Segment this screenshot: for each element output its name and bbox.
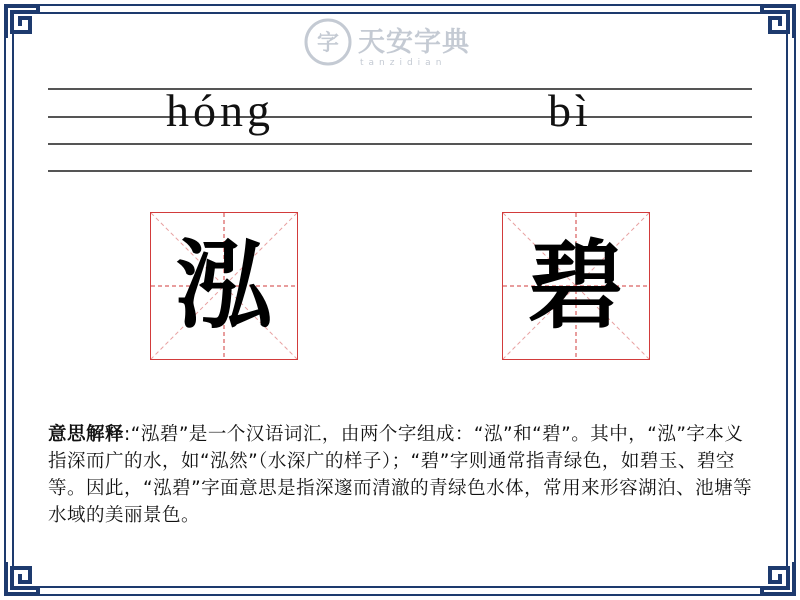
character-first: 泓 xyxy=(176,230,272,342)
character-second: 碧 xyxy=(528,230,624,342)
character-box-second xyxy=(502,212,650,360)
corner-ornament-bottom-left xyxy=(2,558,42,598)
meaning-explanation xyxy=(48,421,754,529)
brand-subtitle: tanzidian xyxy=(360,58,447,68)
corner-ornament-top-right xyxy=(758,2,798,42)
meaning-label: 意思解释 xyxy=(48,424,125,445)
pinyin-second: bì xyxy=(548,85,592,136)
corner-ornament-bottom-right xyxy=(758,558,798,598)
corner-ornament-top-left xyxy=(2,2,42,42)
character-box-first xyxy=(150,212,298,360)
brand-name: 天安字典 xyxy=(358,27,470,58)
brand-seal-icon xyxy=(304,18,352,66)
brand-logo xyxy=(300,14,500,70)
pinyin-first: hóng xyxy=(166,85,274,136)
meaning-text: :“泓碧”是一个汉语词汇，由两个字组成：“泓”和“碧”。其中，“泓”字本义指深而广的水，如“泓然”（水深广的样子）；“碧”字则通常指青绿色，如碧玉、碧空等。因此，“泓碧”字面意思是指深邃而清澈的青绿色水体，常用来形容湖泊、池塘等水域的美丽景色。 xyxy=(48,424,753,526)
brand-seal-text: 字 xyxy=(316,31,340,56)
pinyin-staff xyxy=(48,85,752,172)
